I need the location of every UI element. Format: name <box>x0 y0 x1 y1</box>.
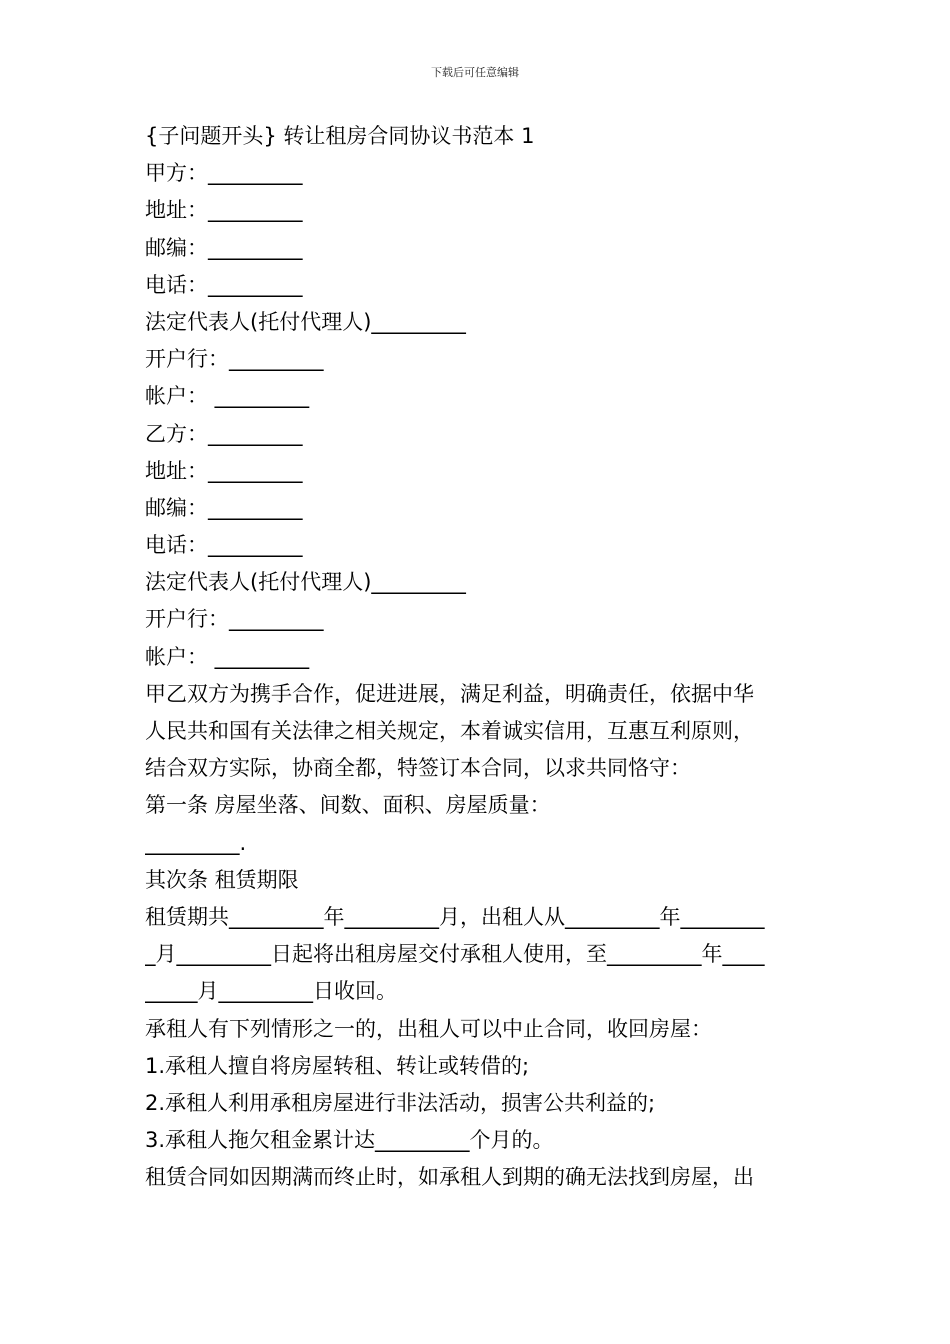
termination-item-2: 2.承租人利用承租房屋进行非法活动，损害公共利益的; <box>145 1090 656 1115</box>
termination-intro: 承租人有下列情形之一的，出租人可以中止合同，收回房屋： <box>145 1016 712 1041</box>
lease-term-line-2: _月_________日起将出租房屋交付承租人使用，至_________年____ <box>145 942 765 967</box>
party-a-account: 帐户： _________ <box>145 384 310 409</box>
party-a-postcode: 邮编：_________ <box>145 235 303 260</box>
party-b-postcode: 邮编：_________ <box>145 495 303 520</box>
article-1-blank: _________. <box>145 830 247 855</box>
party-a-label: 甲方：_________ <box>145 161 303 186</box>
article-1-heading: 第一条 房屋坐落、间数、面积、房屋质量： <box>145 793 551 818</box>
party-a-address: 地址：_________ <box>145 198 303 223</box>
party-a-legal-rep: 法定代表人(托付代理人)_________ <box>145 309 466 334</box>
lease-term-line-1: 租赁期共_________年_________月，出租人从_________年________ <box>145 904 765 929</box>
termination-item-1: 1.承租人擅自将房屋转租、转让或转借的; <box>145 1053 530 1078</box>
termination-item-3: 3.承租人拖欠租金累计达_________个月的。 <box>145 1128 554 1153</box>
party-a-phone: 电话：_________ <box>145 272 303 297</box>
page-header: 下载后可任意编辑 <box>431 66 519 79</box>
party-b-legal-rep: 法定代表人(托付代理人)_________ <box>145 570 466 595</box>
party-b-address: 地址：_________ <box>145 458 303 483</box>
party-b-bank: 开户行：_________ <box>145 607 324 632</box>
preamble-line-2: 人民共和国有关法律之相关规定，本着诚实信用，互惠互利原则， <box>145 719 754 743</box>
party-b-label: 乙方：_________ <box>145 421 303 446</box>
party-b-phone: 电话：_________ <box>145 533 303 558</box>
party-a-bank: 开户行：_________ <box>145 347 324 372</box>
document-body <box>145 118 810 1196</box>
document-title: {子问题开头} 转让租房合同协议书范本 1 <box>145 124 535 148</box>
preamble-line-3: 结合双方实际，协商全都，特签订本合同，以求共同恪守： <box>145 756 691 781</box>
preamble-line-1: 甲乙双方为携手合作，促进进展，满足利益，明确责任，依据中华 <box>145 681 754 706</box>
lease-term-line-3: _____月_________日收回。 <box>145 979 397 1004</box>
article-2-heading: 其次条 租赁期限 <box>145 867 299 892</box>
expiry-clause: 租赁合同如因期满而终止时，如承租人到期的确无法找到房屋，出 <box>145 1165 754 1190</box>
party-b-account: 帐户： _________ <box>145 644 310 669</box>
